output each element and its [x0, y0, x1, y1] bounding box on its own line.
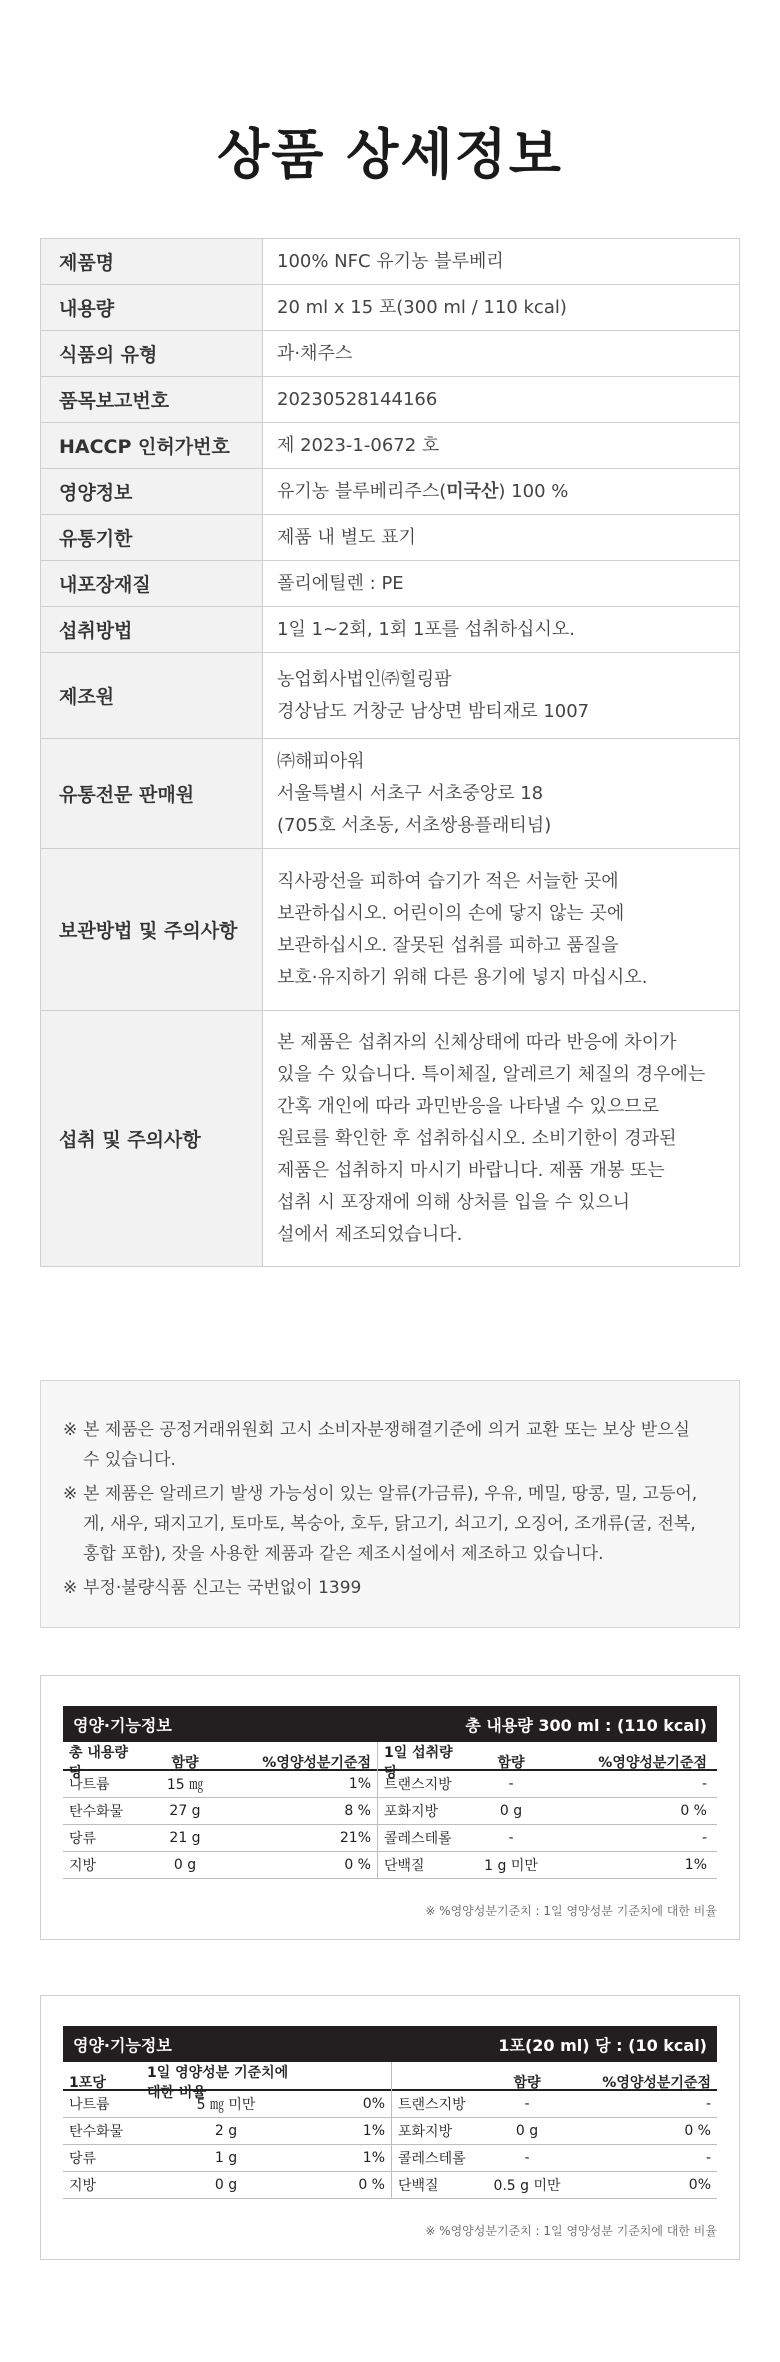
nutrient-percent: 0 %: [680, 1803, 707, 1819]
column-header: %영양성분기준점: [602, 2075, 711, 2091]
nutrition-header-bar: [63, 2026, 717, 2062]
nutrient-name: 트랜스지방: [377, 1771, 469, 1797]
nutrition-footnote: ※ %영양성분기준치 : 1일 영양성분 기준치에 대한 비율: [425, 1904, 717, 1918]
nutrient-percent: -: [705, 2096, 711, 2112]
table-row: [63, 1825, 717, 1852]
nutrient-percent: 0 %: [684, 2123, 711, 2139]
nutrient-percent: 8 %: [344, 1803, 371, 1819]
nutrient-amount: 15 ㎎: [166, 1777, 204, 1793]
spec-row-report-number: [41, 377, 739, 423]
spec-line: 원료를 확인한 후 섭취하십시오. 소비기한이 경과된: [277, 1127, 677, 1149]
nutrition-title: 영양·기능정보: [73, 1715, 172, 1735]
nutrient-amount: 21 g: [169, 1830, 201, 1846]
nutrient-percent: 0%: [688, 2177, 711, 2193]
notice-item: [63, 1415, 717, 1475]
spec-line: 20230528144166: [277, 388, 438, 410]
nutrient-percent: 1%: [348, 1776, 371, 1792]
spec-label: 내용량: [41, 285, 263, 330]
spec-row-food-type: [41, 331, 739, 377]
table-row: [63, 2172, 717, 2199]
notice-line: 본 제품은 알레르기 발생 가능성이 있는 알류(가금류), 우유, 메밀, 땅콩, 밀, 고등어,: [83, 1484, 698, 1504]
spec-label: 식품의 유형: [41, 331, 263, 376]
column-header: 함량: [171, 1755, 199, 1771]
nutrient-name: 단백질: [377, 1852, 469, 1878]
spec-line: 설에서 제조되었습니다.: [277, 1223, 463, 1245]
nutrient-percent: -: [705, 2150, 711, 2166]
nutrition-header-bar: [63, 1706, 717, 1742]
notice-item: [63, 1573, 717, 1603]
spec-label: 유통전문 판매원: [41, 739, 263, 848]
product-spec-table: [40, 238, 740, 1267]
spec-line: 1일 1~2회, 1회 1포를 섭취하십시오.: [277, 618, 575, 640]
nutrient-amount: 0 g: [499, 1803, 523, 1819]
notice-line: 본 제품은 공정거래위원회 고시 소비자분쟁해결기준에 의거 교환 또는 보상 받으실: [83, 1420, 690, 1440]
notice-line: 부정·불량식품 신고는 국번없이 1399: [83, 1578, 362, 1598]
spec-row-nutrition-info: [41, 469, 739, 515]
column-header: 1일 섭취량 당: [377, 1742, 469, 1782]
nutrient-amount: 0 g: [173, 1857, 197, 1873]
notice-line: 수 있습니다.: [83, 1450, 176, 1470]
nutrient-amount: 1 g 미만: [484, 1858, 538, 1874]
reference-mark: ※: [63, 1484, 78, 1504]
nutrient-name: 트랜스지방: [391, 2091, 481, 2117]
nutrient-name: 단백질: [391, 2172, 481, 2198]
spec-value: [263, 849, 739, 1010]
nutrient-percent: -: [701, 1830, 707, 1846]
notice-text: [83, 1479, 697, 1569]
spec-row-haccp: [41, 423, 739, 469]
nutrient-amount: -: [508, 1830, 514, 1846]
spec-line: 직사광선을 피하여 습기가 적은 서늘한 곳에: [277, 870, 619, 892]
spec-line: 간혹 개인에 따라 과민반응을 나타낼 수 있으므로: [277, 1095, 660, 1117]
nutrient-amount: 5 ㎎ 미만: [196, 2097, 256, 2113]
spec-value: [263, 561, 739, 606]
origin-country: 미국산: [446, 480, 499, 502]
nutrient-amount: 2 g: [214, 2123, 238, 2139]
notice-text: [83, 1573, 361, 1603]
spec-row-manufacturer: [41, 653, 739, 739]
spec-line: 농업회사법인㈜힐링팜: [277, 668, 452, 690]
notice-item: [63, 1479, 717, 1569]
spec-value: [263, 331, 739, 376]
spec-line: 보호·유지하기 위해 다른 용기에 넣지 마십시오.: [277, 966, 648, 988]
nutrient-name: 당류: [69, 2151, 97, 2167]
column-header: 함량: [513, 2075, 541, 2091]
spec-line: 보관하십시오. 어린이의 손에 닿지 않는 곳에: [277, 902, 625, 924]
spec-label: 영양정보: [41, 469, 263, 514]
spec-line: 제품 내 별도 표기: [277, 526, 416, 548]
spec-row-precautions: [41, 1011, 739, 1267]
spec-row-expiry: [41, 515, 739, 561]
table-row: [63, 1852, 717, 1879]
column-header: 함량: [497, 1755, 525, 1771]
reference-mark: ※: [63, 1420, 78, 1440]
spec-label: 품목보고번호: [41, 377, 263, 422]
spec-line: 보관하십시오. 잘못된 섭취를 피하고 품질을: [277, 934, 619, 956]
table-row: [63, 2145, 717, 2172]
nutrient-amount: 0 g: [515, 2123, 539, 2139]
nutrient-name: 탄수화물: [69, 2124, 124, 2140]
nutrient-percent: 1%: [362, 2150, 385, 2166]
nutrient-percent: 0%: [362, 2096, 385, 2112]
nutrient-name: 나트륨: [69, 1777, 110, 1793]
reference-mark: ※: [63, 1578, 78, 1598]
table-row: [63, 1771, 717, 1798]
column-header: 1포당: [69, 2075, 106, 2091]
spec-line: 제 2023-1-0672 호: [277, 434, 440, 456]
spec-label: 유통기한: [41, 515, 263, 560]
page-title: 상품 상세정보: [217, 123, 563, 186]
ingredient-text: 유기농 블루베리주스(: [277, 480, 447, 502]
nutrition-summary: 총 내용량 300 ml : (110 kcal): [465, 1715, 707, 1735]
nutrition-total-table: [63, 1706, 717, 1879]
spec-line: 본 제품은 섭취자의 신체상태에 따라 반응에 차이가: [277, 1031, 677, 1053]
nutrient-name: 나트륨: [69, 2097, 110, 2113]
spec-line: (705호 서초동, 서초쌍용플래티넘): [277, 814, 552, 836]
spec-line: 폴리에틸렌 : PE: [277, 572, 404, 594]
spec-value: [263, 377, 739, 422]
column-header: 총 내용량당: [69, 1745, 128, 1781]
nutrient-name: 탄수화물: [69, 1804, 124, 1820]
nutrient-amount: 1 g: [214, 2150, 238, 2166]
nutrient-amount: 0 g: [214, 2177, 238, 2193]
nutrition-title: 영양·기능정보: [73, 2035, 172, 2055]
nutrient-name: 지방: [69, 1858, 97, 1874]
column-header: %영양성분기준점: [262, 1755, 371, 1771]
spec-value: [263, 607, 739, 652]
spec-label: 내포장재질: [41, 561, 263, 606]
spec-value: [263, 469, 739, 514]
spec-line: ㈜해피아워: [277, 750, 365, 772]
spec-label: 섭취 및 주의사항: [41, 1011, 263, 1266]
notice-line: 게, 새우, 돼지고기, 토마토, 복숭아, 호두, 닭고기, 쇠고기, 오징어, 조개류(굴, 전복,: [83, 1514, 696, 1534]
nutrition-total-panel: [40, 1675, 740, 1940]
nutrient-percent: 1%: [684, 1857, 707, 1873]
nutrient-percent: 21%: [339, 1830, 371, 1846]
notice-line: 홍합 포함), 잣을 사용한 제품과 같은 제조시설에서 제조하고 있습니다.: [83, 1544, 604, 1564]
table-row: [63, 1798, 717, 1825]
nutrient-amount: -: [524, 2096, 530, 2112]
nutrition-summary: 1포(20 ml) 당 : (10 kcal): [498, 2035, 707, 2055]
column-header: 1일 영양성분 기준치에 대한 비율: [147, 2065, 289, 2101]
nutrient-name: 지방: [69, 2178, 97, 2194]
nutrient-name: 당류: [69, 1831, 97, 1847]
spec-label: 제조원: [41, 653, 263, 738]
nutrient-name: 포화지방: [391, 2118, 481, 2144]
spec-value: [263, 423, 739, 468]
nutrition-serving-panel: [40, 1995, 740, 2260]
table-row: [63, 2118, 717, 2145]
spec-line: 섭취 시 포장재에 의해 상처를 입을 수 있으니: [277, 1191, 631, 1213]
notice-box: [40, 1380, 740, 1628]
spec-label: 섭취방법: [41, 607, 263, 652]
spec-line: 20 ml x 15 포(300 ml / 110 kcal): [277, 296, 567, 318]
spec-row-packaging: [41, 561, 739, 607]
nutrient-percent: 0 %: [358, 2177, 385, 2193]
spec-line: 서울특별시 서초구 서초중앙로 18: [277, 782, 544, 804]
nutrient-percent: 0 %: [344, 1857, 371, 1873]
nutrition-footnote: ※ %영양성분기준치 : 1일 영양성분 기준치에 대한 비율: [425, 2224, 717, 2238]
spec-label: 제품명: [41, 239, 263, 284]
nutrition-column-header: [63, 1742, 717, 1781]
spec-value: [263, 739, 739, 848]
column-header: %영양성분기준점: [598, 1755, 707, 1771]
nutrition-serving-table: [63, 2026, 717, 2199]
spec-row-storage: [41, 849, 739, 1011]
nutrient-percent: 1%: [362, 2123, 385, 2139]
spec-value: [263, 515, 739, 560]
spec-value: [263, 285, 739, 330]
spec-row-intake-method: [41, 607, 739, 653]
nutrition-column-header: [63, 2062, 717, 2101]
spec-row-name: [41, 239, 739, 285]
spec-line: 100% NFC 유기농 블루베리: [277, 250, 504, 272]
nutrient-name: 콜레스테롤: [391, 2145, 481, 2171]
nutrient-name: 포화지방: [377, 1798, 469, 1824]
nutrient-name: 콜레스테롤: [377, 1825, 469, 1851]
spec-line: 경상남도 거창군 남상면 밤티재로 1007: [277, 700, 590, 722]
spec-value: [263, 1011, 739, 1266]
spec-line: 과·채주스: [277, 342, 353, 364]
spec-label: HACCP 인허가번호: [41, 423, 263, 468]
nutrient-amount: 0.5 g 미만: [493, 2178, 561, 2194]
spec-line: 제품은 섭취하지 마시기 바랍니다. 제품 개봉 또는: [277, 1159, 665, 1181]
spec-value: [263, 239, 739, 284]
spec-line: [277, 476, 739, 508]
nutrient-amount: -: [508, 1776, 514, 1792]
spec-row-distributor: [41, 739, 739, 849]
notice-text: [83, 1415, 690, 1475]
nutrient-amount: 27 g: [169, 1803, 201, 1819]
nutrient-amount: -: [524, 2150, 530, 2166]
spec-line: 있을 수 있습니다. 특이체질, 알레르기 체질의 경우에는: [277, 1063, 706, 1085]
spec-row-volume: [41, 285, 739, 331]
spec-label: 보관방법 및 주의사항: [41, 849, 263, 1010]
table-row: [63, 2091, 717, 2118]
nutrient-percent: -: [701, 1776, 707, 1792]
ingredient-percent: ) 100 %: [498, 480, 569, 502]
spec-value: [263, 653, 739, 738]
